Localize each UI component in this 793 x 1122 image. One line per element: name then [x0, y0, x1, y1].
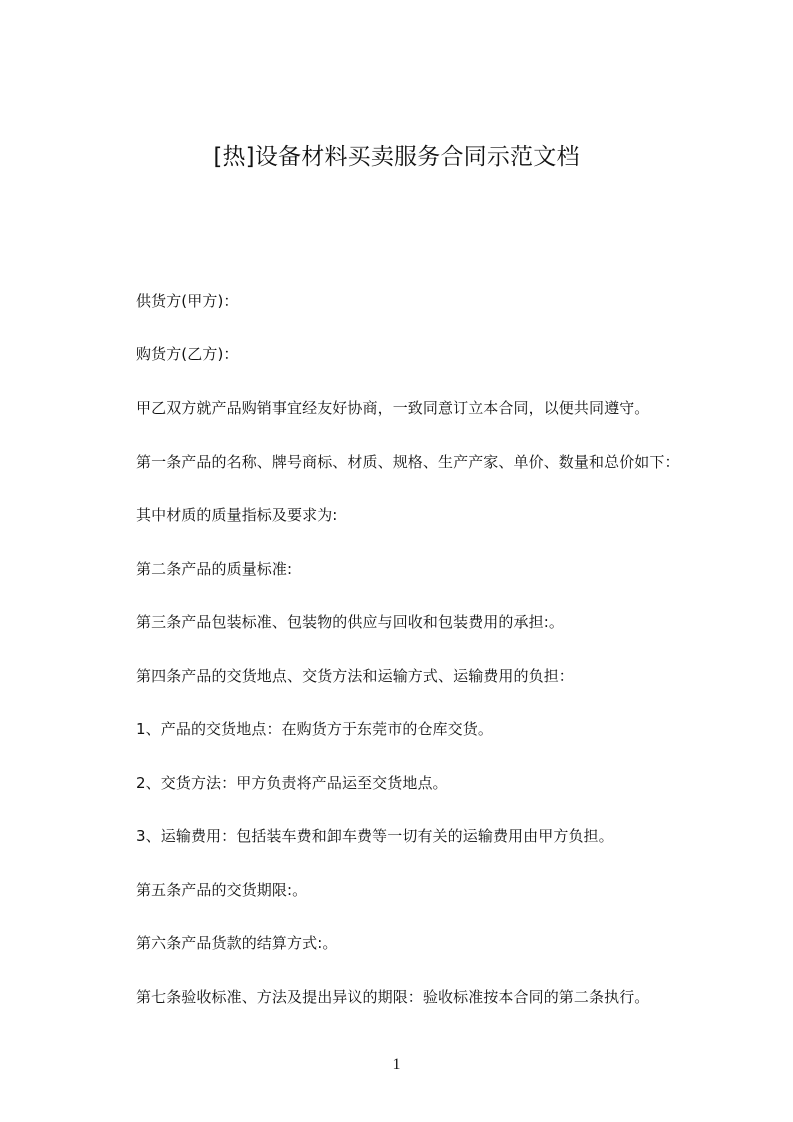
paragraph-article-7: 第七条验收标准、方法及提出异议的期限：验收标准按本合同的第二条执行。	[136, 988, 650, 1006]
paragraph-article-1: 第一条产品的名称、牌号商标、材质、规格、生产产家、单价、数量和总价如下：	[136, 453, 680, 471]
document-title: [热]设备材料买卖服务合同示范文档	[213, 144, 580, 170]
paragraph-delivery-method: 2、交货方法：甲方负责将产品运至交货地点。	[136, 774, 448, 792]
page-number: 1	[392, 1056, 401, 1073]
paragraph-article-6: 第六条产品货款的结算方式:。	[136, 934, 338, 952]
paragraph-transport-cost: 3、运输费用：包括装车费和卸车费等一切有关的运输费用由甲方负担。	[136, 827, 614, 845]
paragraph-intro: 甲乙双方就产品购销事宜经友好协商，一致同意订立本合同，以便共同遵守。	[136, 399, 650, 417]
paragraph-article-2: 第二条产品的质量标准:	[136, 560, 293, 578]
paragraph-delivery-location: 1、产品的交货地点：在购货方于东莞市的仓库交货。	[136, 720, 493, 738]
paragraph-material-quality: 其中材质的质量指标及要求为:	[136, 506, 338, 524]
paragraph-article-5: 第五条产品的交货期限:。	[136, 881, 308, 899]
paragraph-buyer: 购货方(乙方)：	[136, 345, 239, 363]
paragraph-article-3: 第三条产品包装标准、包装物的供应与回收和包装费用的承担:。	[136, 613, 564, 631]
paragraph-article-4: 第四条产品的交货地点、交货方法和运输方式、运输费用的负担：	[136, 667, 574, 685]
paragraph-supplier: 供货方(甲方)：	[136, 292, 239, 310]
